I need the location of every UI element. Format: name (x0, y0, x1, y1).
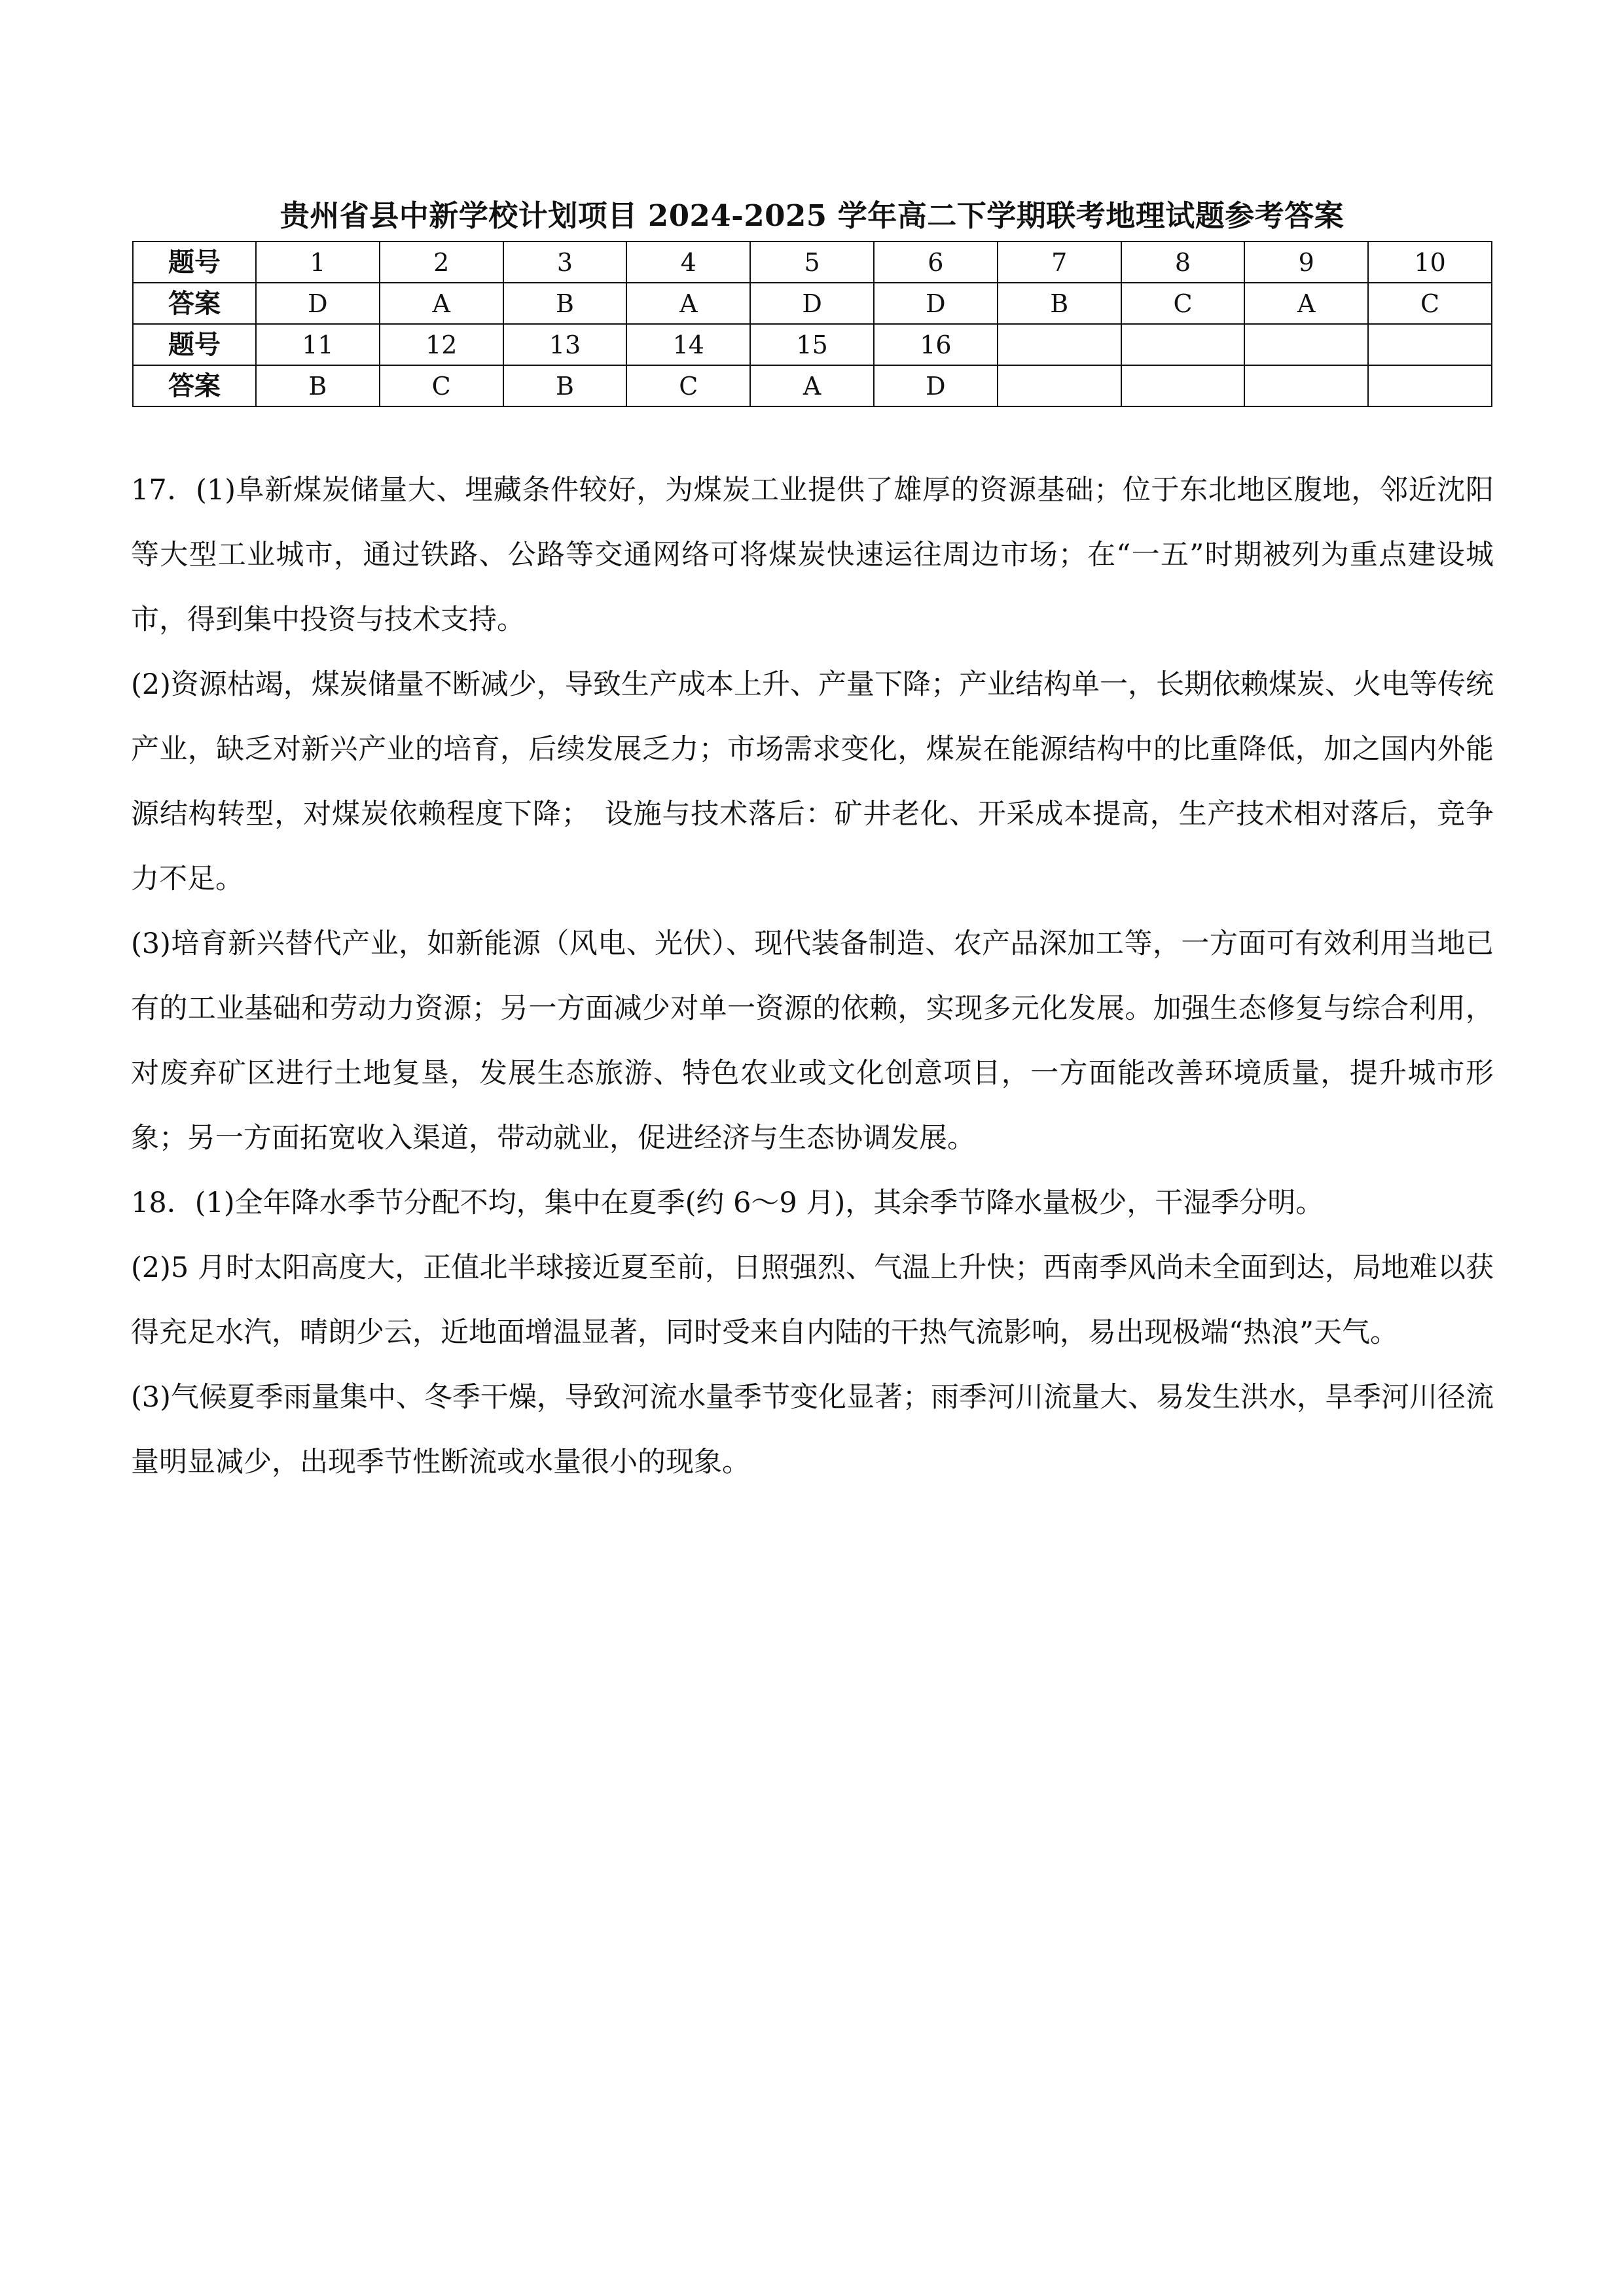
page-title: 贵州省县中新学校计划项目 2024-2025 学年高二下学期联考地理试题参考答案 (280, 198, 1344, 233)
table-cell: 1 (256, 242, 380, 283)
table-cell: A (1244, 283, 1368, 324)
table-cell (1121, 324, 1245, 365)
row-label: 题号 (133, 242, 256, 283)
answer-paragraph: (2)资源枯竭，煤炭储量不断减少，导致生产成本上升、产量下降；产业结构单一，长期依赖煤炭、火电等传统产业，缺乏对新兴产业的培育，后续发展乏力；市场需求变化，煤炭在能源结构中的比重降低，加之国内外能源结构转型，对煤炭依赖程度下降； 设施与技术落后：矿井老化、开采成本提高，生产技术相对落后，竞争力不足。 (131, 668, 1494, 895)
table-row (133, 365, 1492, 406)
table-cell (998, 365, 1121, 406)
table-cell: C (1368, 283, 1492, 324)
table-cell: 14 (626, 324, 750, 365)
answer-table (132, 241, 1492, 407)
table-cell: 10 (1368, 242, 1492, 283)
table-cell: B (256, 365, 380, 406)
table-cell: 12 (380, 324, 503, 365)
table-cell (1244, 324, 1368, 365)
table-cell: B (503, 365, 627, 406)
table-cell: 4 (626, 242, 750, 283)
answer-explanations (131, 458, 1494, 1495)
table-cell (1244, 365, 1368, 406)
table-cell: 13 (503, 324, 627, 365)
table-cell: 16 (874, 324, 998, 365)
table-cell: 15 (750, 324, 874, 365)
table-row (133, 283, 1492, 324)
row-label: 答案 (133, 283, 256, 324)
table-cell (1368, 324, 1492, 365)
table-cell: A (750, 365, 874, 406)
table-cell: 7 (998, 242, 1121, 283)
answer-paragraph: (3)气候夏季雨量集中、冬季干燥，导致河流水量季节变化显著；雨季河川流量大、易发生洪水，旱季河川径流量明显减少，出现季节性断流或水量很小的现象。 (131, 1381, 1494, 1479)
row-label: 答案 (133, 365, 256, 406)
answer-paragraph: (3)培育新兴替代产业，如新能源（风电、光伏）、现代装备制造、农产品深加工等，一方面可有效利用当地已有的工业基础和劳动力资源；另一方面减少对单一资源的依赖，实现多元化发展。加强生态修复与综合利用，对废弃矿区进行土地复垦，发展生态旅游、特色农业或文化创意项目，一方面能改善环境质量，提升城市形象；另一方面拓宽收入渠道，带动就业，促进经济与生态协调发展。 (131, 927, 1494, 1155)
table-cell: B (998, 283, 1121, 324)
table-cell: 9 (1244, 242, 1368, 283)
table-cell: C (380, 365, 503, 406)
answer-paragraph: 18．(1)全年降水季节分配不均，集中在夏季(约 6～9 月)，其余季节降水量极少，干湿季分明。 (131, 1187, 1324, 1219)
table-cell: A (626, 283, 750, 324)
table-cell: D (256, 283, 380, 324)
table-row (133, 242, 1492, 283)
table-cell (1368, 365, 1492, 406)
table-cell: 5 (750, 242, 874, 283)
row-label: 题号 (133, 324, 256, 365)
table-cell: 8 (1121, 242, 1245, 283)
table-cell: C (626, 365, 750, 406)
table-row (133, 324, 1492, 365)
answer-paragraph: (2)5 月时太阳高度大，正值北半球接近夏至前，日照强烈、气温上升快；西南季风尚未全面到达，局地难以获得充足水汽，晴朗少云，近地面增温显著，同时受来自内陆的干热气流影响，易出现极端“热浪”天气。 (131, 1251, 1494, 1349)
table-cell: C (1121, 283, 1245, 324)
table-cell (1121, 365, 1245, 406)
table-cell: 3 (503, 242, 627, 283)
table-cell: D (874, 365, 998, 406)
table-cell: 2 (380, 242, 503, 283)
table-cell (998, 324, 1121, 365)
table-cell: 11 (256, 324, 380, 365)
answer-paragraph: 17．(1)阜新煤炭储量大、埋藏条件较好，为煤炭工业提供了雄厚的资源基础；位于东北地区腹地，邻近沈阳等大型工业城市，通过铁路、公路等交通网络可将煤炭快速运往周边市场；在“一五”时期被列为重点建设城市，得到集中投资与技术支持。 (131, 474, 1494, 636)
table-cell: D (874, 283, 998, 324)
table-cell: A (380, 283, 503, 324)
table-cell: D (750, 283, 874, 324)
table-cell: B (503, 283, 627, 324)
table-cell: 6 (874, 242, 998, 283)
